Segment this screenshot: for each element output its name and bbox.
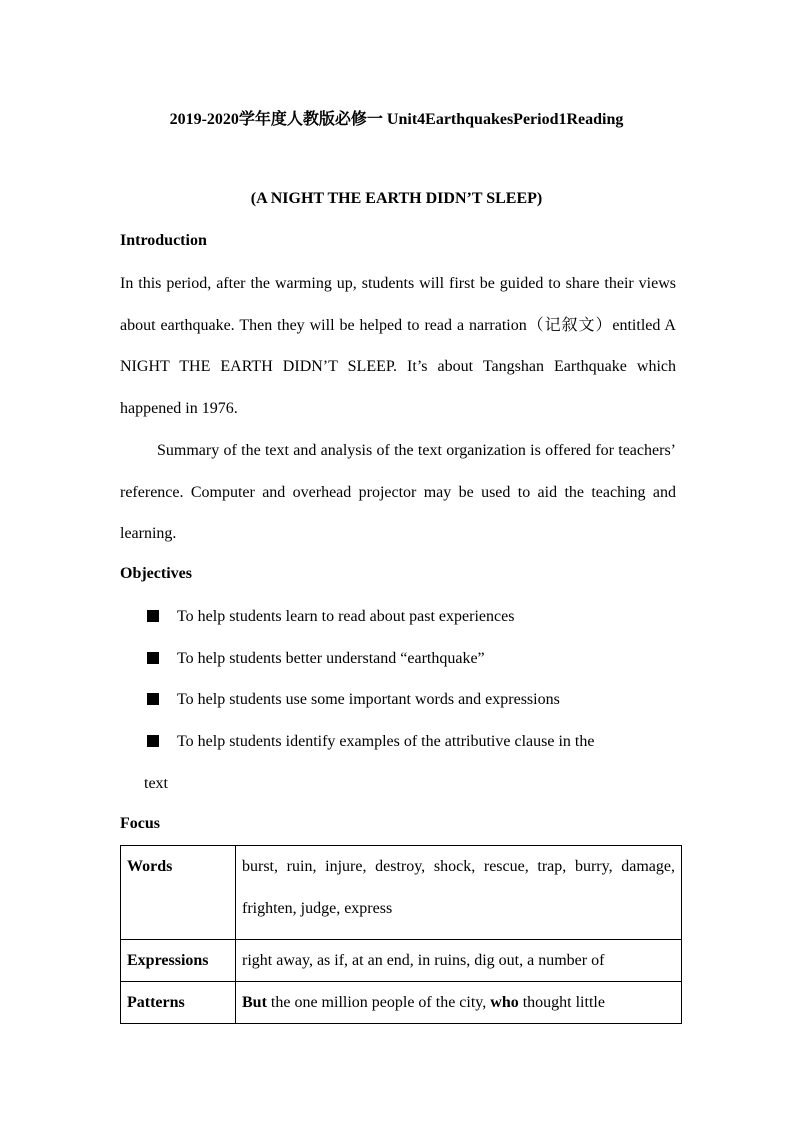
row-label: Expressions	[121, 940, 236, 982]
row-value: burst, ruin, injure, destroy, shock, rescue, trap, burry, damage, frighten, judge, express	[236, 846, 682, 940]
row-value	[236, 982, 682, 1024]
row-label: Words	[121, 846, 236, 940]
focus-table	[120, 845, 682, 1024]
objective-item	[147, 679, 676, 721]
document-subtitle: (A NIGHT THE EARTH DIDN’T SLEEP)	[250, 190, 543, 207]
bullet-square-icon	[147, 693, 159, 705]
objective-item	[144, 721, 676, 804]
table-row	[121, 982, 682, 1024]
document-title: 2019-2020学年度人教版必修一 Unit4EarthquakesPeriod1Reading	[169, 111, 624, 128]
introduction-paragraph-2: Summary of the text and analysis of the text organization is offered for teachers’ reference. Computer and overhead projector may be used to aid the teaching and learning.	[120, 442, 676, 543]
objective-item	[147, 638, 676, 680]
objectives-list	[144, 596, 676, 805]
introduction-paragraph-1: In this period, after the warming up, students will first be guided to share their views about earthquake. Then they will be helped to read a narration（记叙文）entitled A NIGHT THE EARTH DIDN’T SLEEP. It’s about Tangshan Earthquake which happened in 1976.	[120, 275, 676, 418]
pattern-bold-word: But	[242, 994, 267, 1011]
objective-item	[147, 596, 676, 638]
pattern-text: thought little	[518, 994, 605, 1011]
introduction-heading: Introduction	[120, 232, 207, 249]
bullet-square-icon	[147, 610, 159, 622]
pattern-bold-word: who	[490, 994, 519, 1011]
objective-text-continuation: text	[144, 774, 168, 792]
row-label: Patterns	[121, 982, 236, 1024]
objective-text: To help students identify examples of the attributive clause in the	[177, 733, 595, 751]
bullet-square-icon	[147, 735, 159, 747]
focus-heading: Focus	[120, 815, 160, 832]
objective-text: To help students better understand “earthquake”	[177, 649, 485, 667]
objectives-heading: Objectives	[120, 565, 192, 582]
pattern-text: the one million people of the city,	[266, 994, 491, 1011]
bullet-square-icon	[147, 652, 159, 664]
table-row	[121, 940, 682, 982]
row-value: right away, as if, at an end, in ruins, dig out, a number of	[236, 940, 682, 982]
objective-text: To help students learn to read about past experiences	[177, 608, 515, 625]
table-row	[121, 846, 682, 940]
objective-text: To help students use some important words and expressions	[177, 691, 560, 709]
